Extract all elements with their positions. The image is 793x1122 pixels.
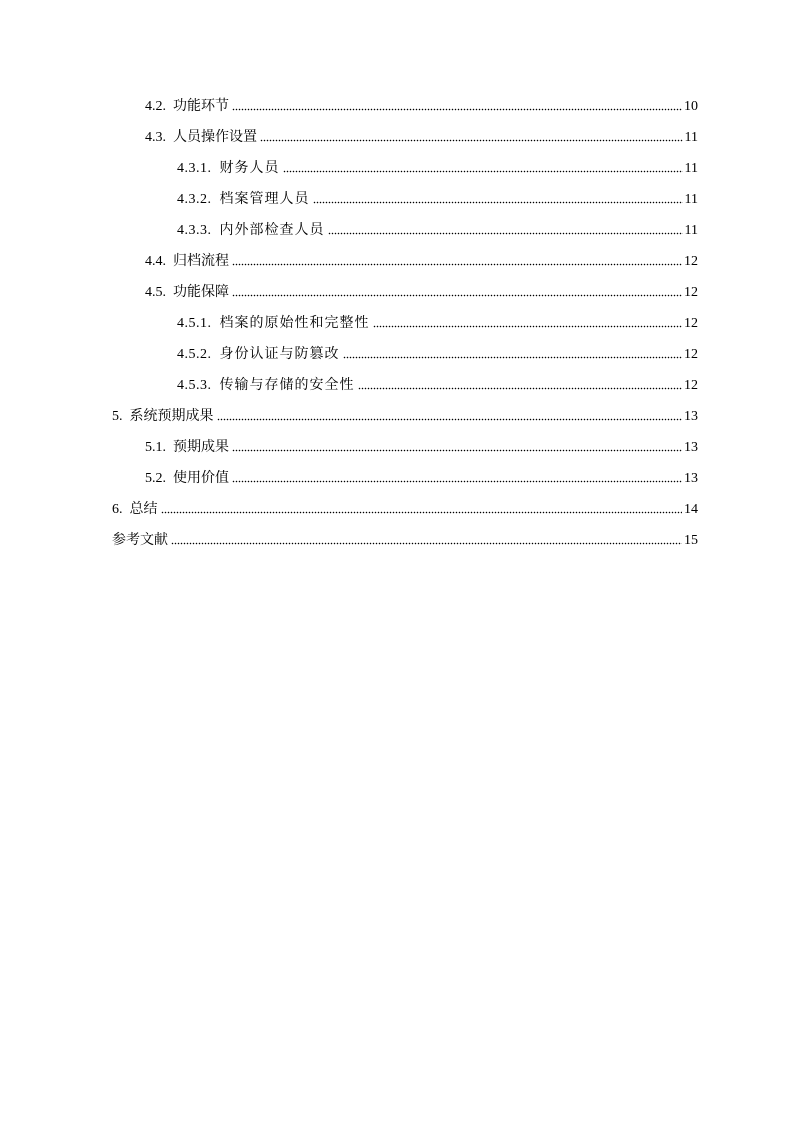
toc-entry-title: 预期成果 [173,440,229,455]
toc-entry-number: 4.5.2. [177,347,220,362]
toc-entry-page: 12 [684,378,698,393]
toc-entry-title: 身份认证与防篡改 [219,347,340,362]
toc-entry-title: 功能保障 [173,285,229,300]
toc-entry-page: 13 [684,409,698,424]
toc-entry-title: 内外部检查人员 [219,223,325,238]
toc-entry-title: 功能环节 [173,99,229,114]
toc-entry[interactable] [0,246,793,277]
toc-entry-page: 11 [684,192,698,207]
toc-entry-page: 12 [684,316,698,331]
toc-entry[interactable] [0,215,793,246]
toc-dot-leader [358,385,683,393]
toc-dot-leader [232,106,682,114]
toc-entry-number: 4.3.2. [177,192,220,207]
toc-entry-number: 5.2. [145,471,173,486]
toc-entry-page: 11 [684,161,698,176]
toc-dot-leader [373,323,683,331]
toc-entry-number: 4.2. [145,99,173,114]
toc-dot-leader [343,354,683,362]
toc-dot-leader [283,168,683,176]
toc-entry-page: 14 [684,502,698,517]
toc-entry[interactable] [0,91,793,122]
toc-entry-page: 10 [684,99,698,114]
toc-entry[interactable] [0,184,793,215]
toc-entry-title: 档案的原始性和完整性 [219,316,370,331]
toc-entry[interactable] [0,339,793,370]
toc-entry-number: 6. [112,502,130,517]
toc-dot-leader [217,416,683,424]
toc-dot-leader [313,199,683,207]
toc-entry-title: 参考文献 [112,533,168,548]
toc-entry-number: 5. [112,409,130,424]
toc-dot-leader [232,292,682,300]
toc-entry-page: 13 [684,440,698,455]
toc-entry-number: 4.5.1. [177,316,220,331]
toc-entry-number: 4.3.3. [177,223,220,238]
toc-dot-leader [171,540,682,548]
toc-entry-title: 人员操作设置 [173,130,257,145]
toc-entry[interactable] [0,153,793,184]
toc-entry[interactable] [0,432,793,463]
toc-entry-number: 4.5. [145,285,173,300]
toc-entry-page: 11 [684,130,698,145]
toc-entry[interactable] [0,463,793,494]
toc-dot-leader [232,261,682,269]
toc-entry-title: 使用价值 [173,471,229,486]
toc-entry[interactable] [0,122,793,153]
toc-entry-page: 12 [684,254,698,269]
toc-entry-number: 5.1. [145,440,173,455]
toc-entry-number: 4.3.1. [177,161,220,176]
table-of-contents [0,91,793,556]
toc-entry-title: 档案管理人员 [219,192,310,207]
toc-entry[interactable] [0,277,793,308]
toc-entry-title: 系统预期成果 [129,409,214,424]
toc-entry-title: 总结 [129,502,158,517]
toc-dot-leader [260,137,683,145]
toc-entry-page: 15 [684,533,698,548]
toc-entry-number: 4.5.3. [177,378,220,393]
toc-entry[interactable] [0,308,793,339]
toc-dot-leader [232,478,682,486]
toc-entry[interactable] [0,401,793,432]
toc-entry[interactable] [0,370,793,401]
toc-entry-title: 传输与存储的安全性 [219,378,355,393]
toc-entry-title: 财务人员 [219,161,280,176]
toc-dot-leader [232,447,682,455]
toc-entry-page: 12 [684,285,698,300]
toc-entry[interactable] [0,525,793,556]
toc-entry-number: 4.3. [145,130,173,145]
toc-entry-page: 12 [684,347,698,362]
toc-entry[interactable] [0,494,793,525]
toc-entry-page: 11 [684,223,698,238]
toc-entry-number: 4.4. [145,254,173,269]
toc-dot-leader [328,230,683,238]
toc-entry-title: 归档流程 [173,254,229,269]
toc-entry-page: 13 [684,471,698,486]
toc-dot-leader [161,509,683,517]
